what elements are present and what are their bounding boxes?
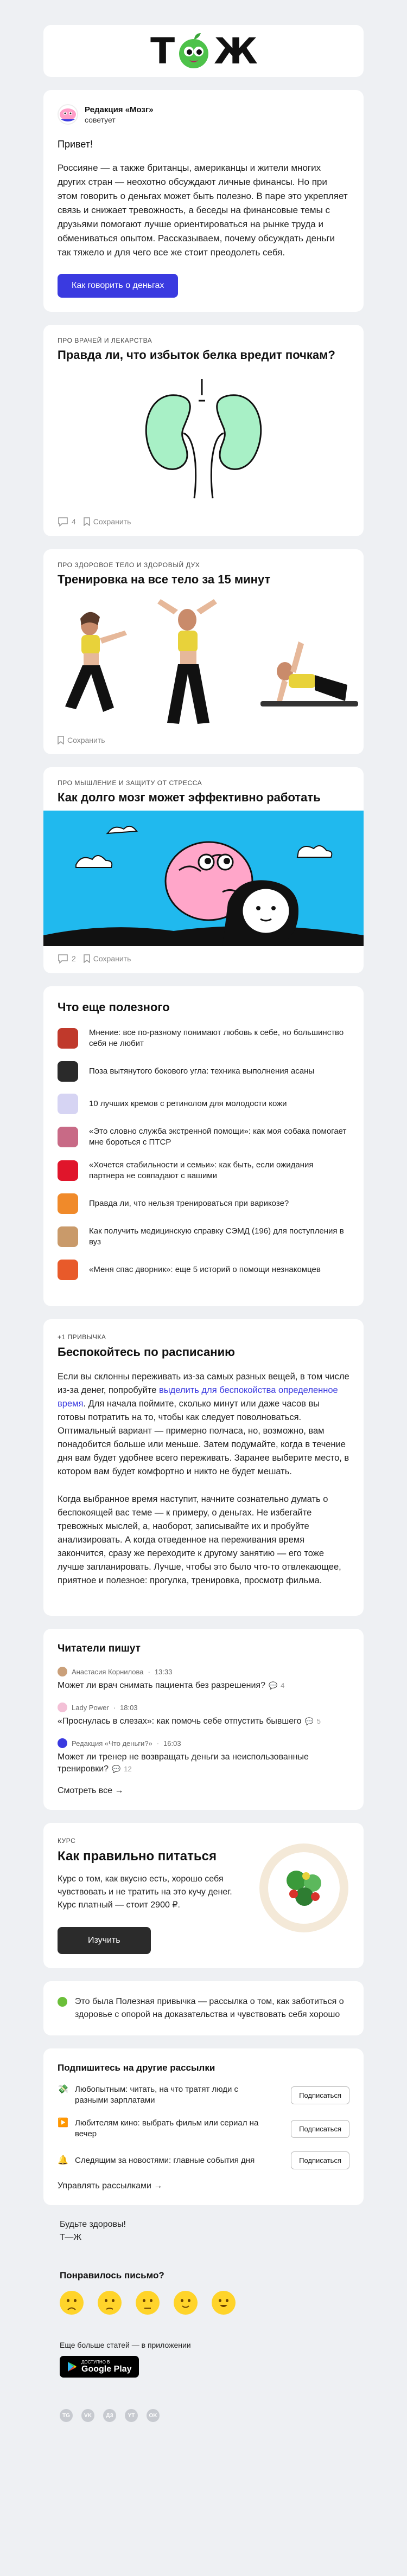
salad-plate-image xyxy=(258,1842,349,1933)
article-title[interactable]: Как долго мозг может эффективно работать xyxy=(58,791,321,804)
useful-link[interactable]: Мнение: все по-разному понимают любовь к себе, но большинство себя не любит xyxy=(89,1028,344,1048)
reader-question[interactable]: Lady Power · 18:03 «Проснулась в слезах»: как помочь себе отпустить бывшего 💬 5 xyxy=(58,1703,321,1726)
readers-title: Читатели пишут xyxy=(58,1643,141,1654)
article-card-brain[interactable] xyxy=(43,767,364,973)
habit-card xyxy=(43,1319,364,1616)
dzen-icon[interactable]: ДЗ xyxy=(103,2409,116,2422)
comment-icon: 💬 xyxy=(304,1717,314,1725)
slight-smile-icon[interactable] xyxy=(174,2291,198,2315)
manage-subscriptions-link[interactable]: Управлять рассылками → xyxy=(58,2181,163,2190)
comments-count[interactable] xyxy=(58,517,76,526)
author-avatar xyxy=(58,104,78,125)
comment-icon: 💬 xyxy=(112,1765,121,1773)
newsletter-info-text: Это была Полезная привычка — рассылка о том, как заботиться о здоровье с опорой на доказательства и чувствовать себя хорошо xyxy=(75,1997,344,2019)
article-rubric: ПРО ВРАЧЕЙ И ЛЕКАРСТВА xyxy=(58,337,152,344)
useful-item[interactable] xyxy=(58,1193,349,1214)
author-role: советует xyxy=(85,115,116,124)
social-links xyxy=(60,2409,347,2422)
farewell: Будьте здоровы! Т—Ж xyxy=(60,2220,126,2242)
slightly-sad-face-icon[interactable] xyxy=(98,2291,122,2315)
rating-title: Понравилось письмо? xyxy=(60,2270,164,2281)
subscription-row: ▶️ Любителям кино: выбрать фильм или сериал на вечер Подписаться xyxy=(58,2118,349,2140)
logo-letter-t: Т xyxy=(150,30,174,72)
useful-thumb xyxy=(58,1061,78,1082)
play-icon: ▶️ xyxy=(58,2118,68,2128)
article-card-workout[interactable] xyxy=(43,549,364,754)
article-meta xyxy=(43,509,364,536)
google-play-icon xyxy=(67,2361,77,2372)
tzh-logo[interactable] xyxy=(150,30,257,72)
article-title[interactable]: Тренировка на все тело за 15 минут xyxy=(58,573,271,586)
subscriptions-card xyxy=(43,2048,364,2205)
useful-link[interactable]: 10 лучших кремов с ретинолом для молодости кожи xyxy=(89,1099,287,1108)
habit-rubric: +1 ПРИВЫЧКА xyxy=(58,1333,106,1341)
useful-thumb xyxy=(58,1193,78,1214)
useful-card xyxy=(43,986,364,1306)
telegram-icon[interactable]: TG xyxy=(60,2409,73,2422)
useful-link[interactable]: Поза вытянутого бокового угла: техника выполнения асаны xyxy=(89,1067,315,1076)
worry-time-link[interactable]: выделить для беспокойства определенное время xyxy=(58,1385,338,1409)
author-name: Редакция «Мозг» xyxy=(85,105,154,114)
bookmark-icon xyxy=(84,517,90,526)
subscribe-button[interactable]: Подписаться xyxy=(291,2120,349,2138)
useful-link[interactable]: Как получить медицинскую справку СЭМД (196) для поступления в вуз xyxy=(89,1226,344,1247)
useful-item[interactable] xyxy=(58,1260,349,1280)
comments-number: 2 xyxy=(72,954,76,963)
comments-count[interactable] xyxy=(58,954,76,963)
comment-icon: 💬 xyxy=(268,1681,278,1690)
article-meta xyxy=(43,728,364,754)
course-rubric: КУРС xyxy=(58,1837,76,1845)
author-block xyxy=(58,104,349,125)
comment-icon xyxy=(58,517,68,526)
comment-icon xyxy=(58,954,68,963)
apple-dot-icon xyxy=(58,1997,67,2007)
useful-item[interactable] xyxy=(58,1094,349,1114)
avatar xyxy=(58,1703,67,1712)
money-talk-button[interactable]: Как говорить о деньгах xyxy=(58,274,178,298)
habit-paragraph-2: Когда выбранное время наступит, начните сознательно думать о беспокоящей вас теме — к примеру, о деньгах. Не избегайте тревожных мыслей, а, наоборот, записывайте их и пробуйте анализировать. А когда отведенное на переживания время закончится, сразу же переходите к другому занятию — его тоже лучше запланировать. Лучше, чтобы это было что-то отвлекающее, приятное и полезное: прогулка, тренировка, просмотр фильма. xyxy=(58,1494,341,1585)
neutral-face-icon[interactable] xyxy=(136,2291,160,2315)
useful-item[interactable] xyxy=(58,1126,349,1148)
readers-card xyxy=(43,1629,364,1810)
useful-thumb xyxy=(58,1260,78,1280)
article-rubric: ПРО МЫШЛЕНИЕ И ЗАЩИТУ ОТ СТРЕССА xyxy=(58,779,202,787)
save-button[interactable] xyxy=(84,954,131,963)
habit-title: Беспокойтесь по расписанию xyxy=(58,1345,235,1359)
comments-number: 4 xyxy=(72,517,76,526)
see-all-link[interactable]: Смотреть все → xyxy=(58,1786,124,1795)
avatar xyxy=(58,1667,67,1676)
useful-title: Что еще полезного xyxy=(58,1000,170,1014)
email-container xyxy=(43,25,364,2422)
useful-thumb xyxy=(58,1094,78,1114)
useful-link[interactable]: «Хочется стабильности и семьи»: как быть, если ожидания партнера не совпадают с вашими xyxy=(89,1160,314,1180)
bookmark-icon xyxy=(58,736,64,744)
useful-item[interactable] xyxy=(58,1226,349,1248)
odnoklassniki-icon[interactable]: OK xyxy=(147,2409,160,2422)
course-card xyxy=(43,1823,364,1968)
habit-paragraph-1: Если вы склонны переживать из-за самых разных вещей, в том числе из-за денег, попробуйте выделить для беспокойства определенное время. Для начала поймите, сколько минут или даже часов вы готовы потратить на то, чтобы как следует поволноваться. Оптимальный вариант — примерно полчаса, но, возможно, вам понадобится больше или меньше. Затем подумайте, когда в течение дня вам будет удобнее всего переживать. Заранее выберите место, в котором вам будет комфортно и никто не будет мешать. xyxy=(58,1372,349,1476)
save-label: Сохранить xyxy=(93,517,131,526)
greeting: Привет! xyxy=(58,139,93,150)
article-title[interactable]: Правда ли, что избыток белка вредит почкам? xyxy=(58,348,335,362)
article-meta xyxy=(43,946,364,973)
sad-face-icon[interactable] xyxy=(60,2291,84,2315)
course-title: Как правильно питаться xyxy=(58,1849,217,1864)
bell-icon: 🔔 xyxy=(58,2155,68,2165)
logo-letter-zh: Ж xyxy=(214,30,257,72)
youtube-icon[interactable]: YT xyxy=(125,2409,138,2422)
save-label: Сохранить xyxy=(67,736,105,744)
brain-illustration xyxy=(43,811,364,946)
useful-item[interactable] xyxy=(58,1027,349,1049)
subscription-row: 💸 Любопытным: читать, на что тратят люди с разными зарплатами Подписаться xyxy=(58,2084,349,2106)
article-rubric: ПРО ЗДОРОВОЕ ТЕЛО И ЗДОРОВЫЙ ДУХ xyxy=(58,561,200,569)
useful-thumb xyxy=(58,1160,78,1181)
intro-text: Россияне — а также британцы, американцы и жители многих других стран — неохотно обсуждают личные финансы. Но при этом говорить о деньгах может быть полезно. В паре это укрепляет связь и снижает тревожность, а беседы на финансовые темы с друзьями помогают лучше ориентироваться на рынке труда и обмениваться опытом. Рассказываем, почему обсуждать деньги так тяжело и для чего все же стоит преодолеть себя. xyxy=(58,163,348,258)
subscriptions-title: Подпишитесь на другие рассылки xyxy=(58,2063,215,2073)
useful-item[interactable] xyxy=(58,1160,349,1181)
money-icon: 💸 xyxy=(58,2085,68,2094)
happy-face-icon[interactable] xyxy=(212,2291,236,2315)
bookmark-icon xyxy=(84,954,90,963)
useful-link[interactable]: Правда ли, что нельзя тренироваться при варикозе? xyxy=(89,1199,289,1208)
rating-emojis xyxy=(60,2291,347,2315)
avatar xyxy=(58,1738,67,1748)
google-play-badge[interactable]: ДОСТУПНО В Google Play xyxy=(60,2356,139,2378)
app-promo-text: Еще больше статей — в приложении xyxy=(60,2341,191,2349)
course-text: Курс о том, как вкусно есть, хорошо себя чувствовать и не тратить на это кучу денег. Курс платный — стоит 2900 ₽. xyxy=(58,1874,232,1910)
useful-thumb xyxy=(58,1226,78,1247)
useful-thumb xyxy=(58,1028,78,1049)
workout-photo xyxy=(43,593,364,728)
reader-question[interactable]: Редакция «Что деньги?» · 16:03 Может ли тренер не возвращать деньги за неиспользованные тренировки? 💬 12 xyxy=(58,1739,309,1774)
apple-face-icon xyxy=(175,32,213,70)
intro-card xyxy=(43,90,364,312)
vk-icon[interactable]: VK xyxy=(81,2409,94,2422)
footer xyxy=(43,2218,364,2422)
useful-link[interactable]: «Это словно служба экстренной помощи»: как моя собака помогает мне бороться с ПТСР xyxy=(89,1127,347,1147)
useful-thumb xyxy=(58,1127,78,1147)
useful-link[interactable]: «Меня спас дворник»: еще 5 историй о помощи незнакомцев xyxy=(89,1265,321,1274)
subscription-row: 🔔 Следящим за новостями: главные события дня Подписаться xyxy=(58,2151,349,2169)
useful-item[interactable] xyxy=(58,1061,349,1082)
study-button[interactable]: Изучить xyxy=(58,1927,151,1954)
save-button[interactable] xyxy=(58,736,105,744)
brain-avatar-icon xyxy=(59,105,77,124)
save-label: Сохранить xyxy=(93,954,131,963)
reader-question[interactable]: Анастасия Корнилова · 13:33 Может ли врач снимать пациента без разрешения? 💬 4 xyxy=(58,1667,285,1690)
header-card xyxy=(43,25,364,77)
save-button[interactable] xyxy=(84,517,131,526)
kidneys-illustration xyxy=(43,368,364,509)
newsletter-info-card xyxy=(43,1981,364,2035)
subscribe-button[interactable]: Подписаться xyxy=(291,2151,349,2169)
article-card-protein[interactable] xyxy=(43,325,364,536)
subscribe-button[interactable]: Подписаться xyxy=(291,2086,349,2104)
